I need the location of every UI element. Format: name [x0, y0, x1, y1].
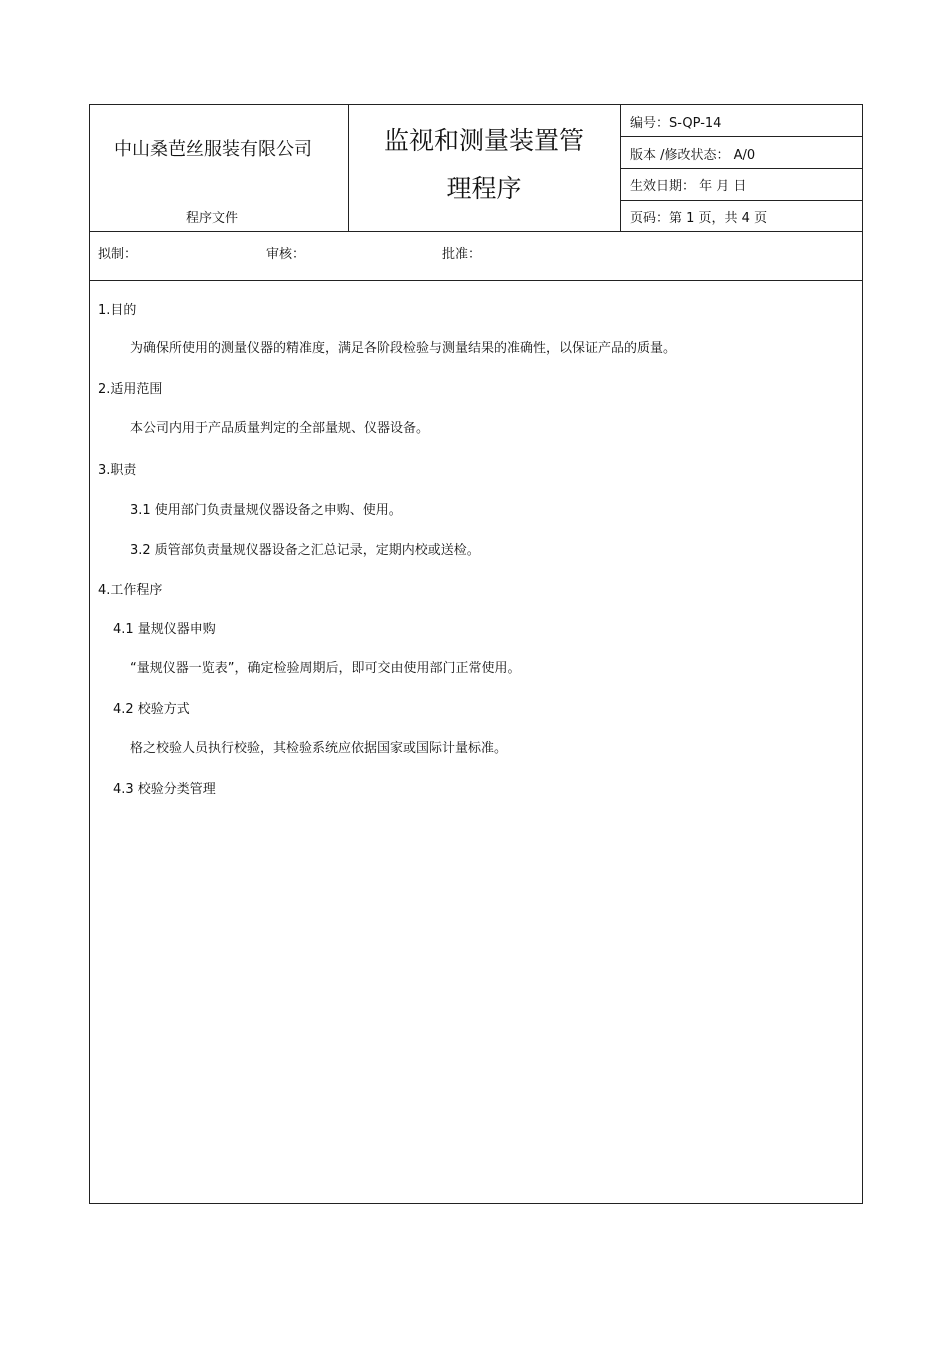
section-4-2-heading: 4.2 校验方式 [113, 702, 190, 717]
header-bottom-line [90, 231, 862, 232]
effective-date: 生效日期： 年 月 日 [630, 179, 747, 194]
section-3-heading: 3.职责 [98, 463, 137, 478]
version-status: 版本 /修改状态： A/0 [630, 148, 756, 163]
section-4-heading: 4.工作程序 [98, 583, 163, 598]
reviewed-by-label: 审核： [266, 247, 306, 262]
approved-by-label: 批准： [442, 247, 482, 262]
meta-row-line-3 [620, 200, 862, 201]
section-4-3-heading: 4.3 校验分类管理 [113, 782, 216, 797]
drafted-by-label: 拟制： [98, 247, 138, 262]
document-code: 编号：S-QP-14 [630, 116, 722, 131]
meta-row-line-1 [620, 136, 862, 137]
page-info: 页码：第 1 页，共 4 页 [630, 211, 768, 226]
section-4-1-heading: 4.1 量规仪器申购 [113, 622, 216, 637]
signature-bottom-line [90, 280, 862, 281]
section-2-heading: 2.适用范围 [98, 382, 163, 397]
section-1-text: 为确保所使用的测量仪器的精准度，满足各阶段检验与测量结果的准确性，以保证产品的质量。 [130, 341, 677, 356]
section-4-2-text: 格之校验人员执行校验，其检验系统应依据国家或国际计量标准。 [130, 741, 508, 756]
section-2-text: 本公司内用于产品质量判定的全部量规、仪器设备。 [130, 421, 430, 436]
document-title [348, 117, 620, 213]
document-type: 程序文件 [186, 211, 239, 226]
section-3-1-text: 3.1 使用部门负责量规仪器设备之申购、使用。 [130, 503, 402, 518]
title-line-2: 理程序 [446, 174, 522, 203]
section-3-2-text: 3.2 质管部负责量规仪器设备之汇总记录，定期内校或送检。 [130, 543, 480, 558]
section-4-1-text: “量规仪器一览表”，确定检验周期后，即可交由使用部门正常使用。 [130, 661, 521, 676]
company-name: 中山桑芭丝服装有限公司 [114, 139, 312, 160]
document-frame [89, 104, 863, 1204]
section-1-heading: 1.目的 [98, 303, 137, 318]
title-line-1: 监视和测量装置管 [383, 126, 584, 155]
meta-row-line-2 [620, 168, 862, 169]
